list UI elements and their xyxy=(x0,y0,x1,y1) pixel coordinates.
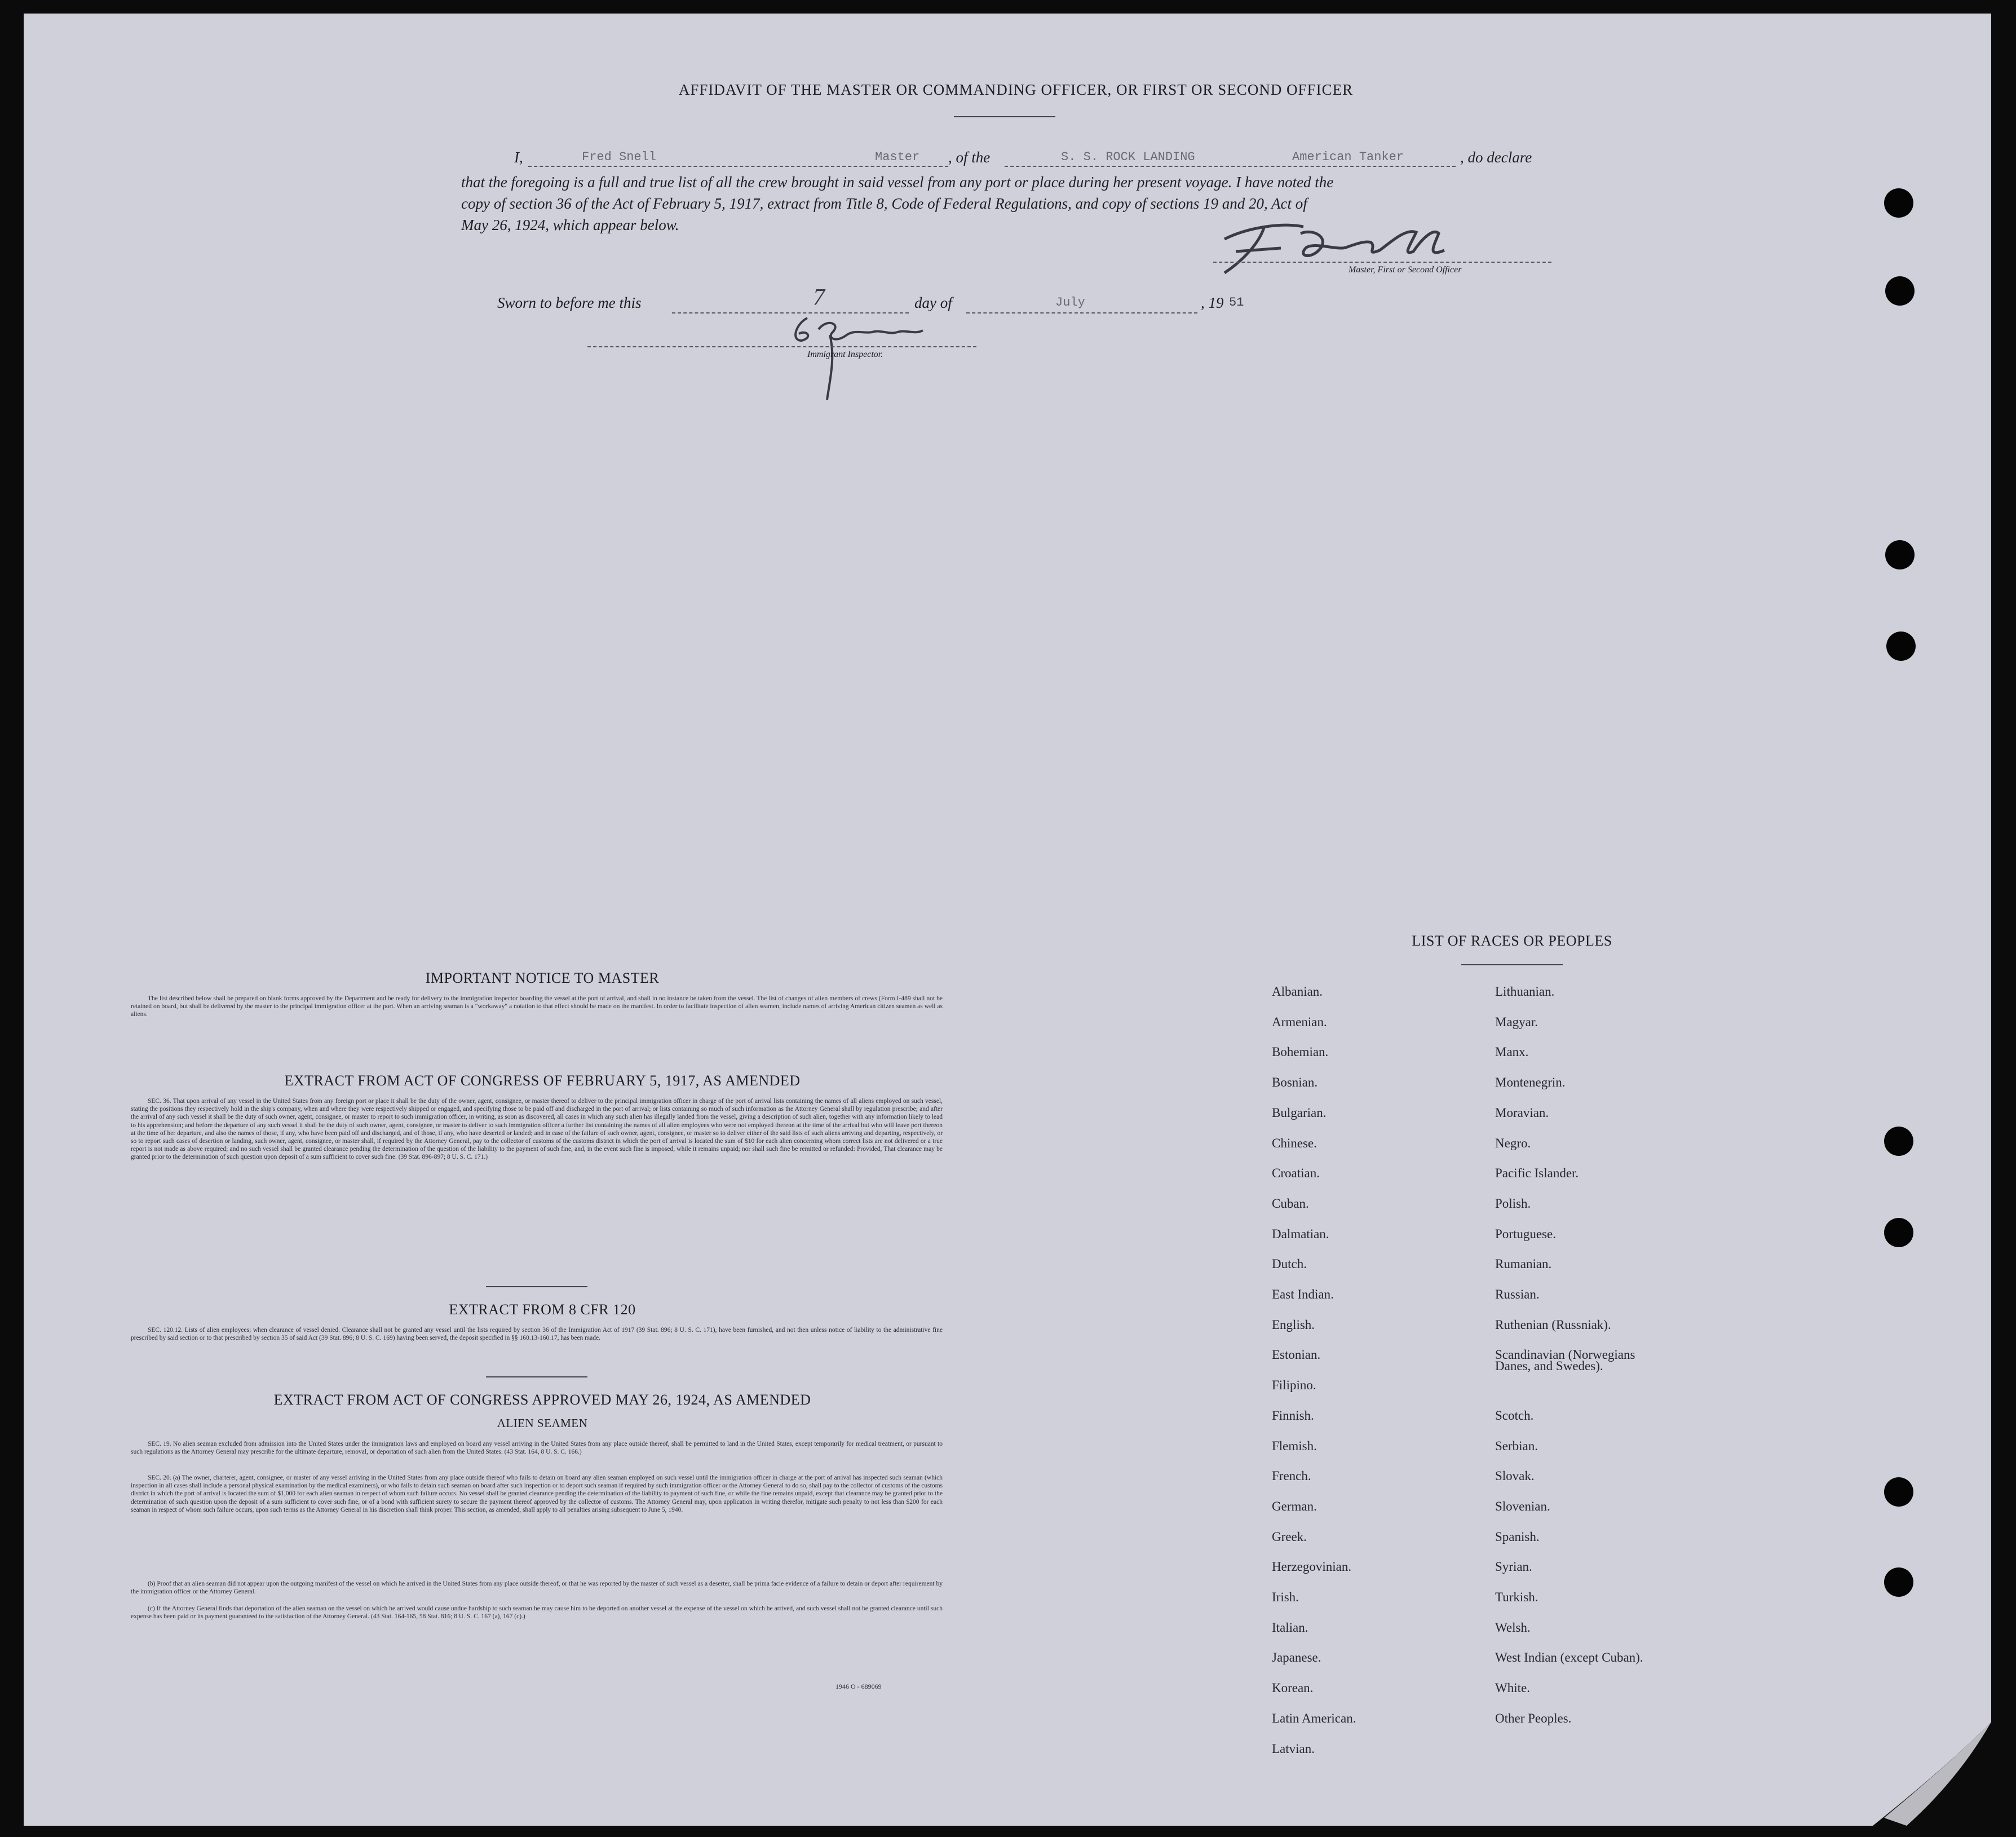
curled-corner xyxy=(1873,1722,1991,1826)
race-item: Serbian. xyxy=(1495,1438,1538,1453)
document-page xyxy=(24,14,1991,1826)
year-value: 51 xyxy=(1229,295,1244,310)
binder-hole xyxy=(1884,1477,1913,1507)
race-item: East Indian. xyxy=(1272,1287,1334,1301)
race-item: Greek. xyxy=(1272,1529,1307,1544)
name-field-line xyxy=(528,166,726,167)
extract-1917-text: SEC. 36. That upon arrival of any vessel in the United States from any foreign port or place it shall be the duty of the owner, agent, consignee, or master thereof to deliver to the principal immigration officer in charge of the port of arrival lists containing the names of all aliens employed on such vessel, stating the positions they respectively hold in the ship's company, when and where they were respectively shipped or engaged, and specifying those to be paid off and discharged in the port of arrival; or lists containing so much of such information as the Attorney General shall by regulation prescribe; and after the arrival of any such vessel it shall be the duty of such owner, agent, consignee, or master to report to such immigration officer, in writing, as soon as discovered, all cases in which any such alien has illegally landed from the vessel, giving a description of such alien, together with any information likely to lead to his apprehension; and before the departure of any such vessel it shall be the duty of such owner, agent, consignee, or master to deliver to such immigration officer a further list containing the names of all alien employees who were not employed thereon at the time of the arrival but who will leave port thereon at the time of her departure, and also the names of those, if any, who have been paid off and discharged, and of those, if any, who have deserted or landed; and in case of the failure of such owner, agent, consignee, or master so to deliver either of the said lists of such aliens arriving and departing, respectively, or so to report such cases of desertion or landing, such owner, agent, consignee, or master shall, if required by the Attorney General, pay to the collector of customs of the customs district in which the port of arrival is located the sum of $10 for each alien concerning whom correct lists are not delivered or a true report is not made as above required; and no such vessel shall be granted clearance pending the determination of the question of the liability to the payment of such fine, and, in the event such fine is imposed, while it remains unpaid; nor shall such fine be remitted or refunded: Provided, That clearance may be granted prior to the determination of such question upon deposit of a sum sufficient to cover such fine. (39 Stat. 896-897; 8 U. S. C. 171.) xyxy=(131,1098,943,1161)
vessel-type: American Tanker xyxy=(1292,150,1404,164)
race-item: Filipino. xyxy=(1272,1378,1316,1393)
race-item: Negro. xyxy=(1495,1136,1531,1150)
race-item: Montenegrin. xyxy=(1495,1075,1566,1090)
of-the-label: , of the xyxy=(948,149,991,166)
rank-field-line xyxy=(728,166,948,167)
race-item: Japanese. xyxy=(1272,1650,1321,1665)
do-declare-label: , do declare xyxy=(1460,149,1532,166)
race-item: Welsh. xyxy=(1495,1620,1531,1635)
declaration-line-4: May 26, 1924, which appear below. xyxy=(461,217,679,233)
race-item: Spanish. xyxy=(1495,1529,1540,1544)
race-item: Dalmatian. xyxy=(1272,1226,1329,1241)
extract-1924-sec20a: SEC. 20. (a) The owner, charterer, agent, consignee, or master of any vessel arriving in the United States from any place outside thereof who fails to detain on board any alien seaman employed on such vessel until the immigration officer in charge at the port of arrival has inspected such seaman (which inspection in all cases shall include a personal physical examination by the medical examiners), or who fails to detain such seaman on board after such inspection or to deport such seaman if required by such immigration officer or the Attorney General to do so, shall pay to the collector of customs of the customs district in which the port of arrival is located the sum of $1,000 for each alien seaman in respect of whom such failure occurs. No vessel shall be granted clearance pending the determination of the liability to payment of such fine, or while the fine remains unpaid, except that clearance may be granted prior to the determination of such question upon the deposit of a sum sufficient to cover such fine, or of a bond with sufficient surety to secure the payment thereof approved by the collector of customs. The Attorney General may, upon application in writing therefor, mitigate such penalty to not less than $200 for each seaman in respect of whom such failure occurs, upon such terms as the Attorney General in his discretion shall think proper. This section, as amended, shall apply to all penalties arising subsequent to June 5, 1940. xyxy=(131,1474,943,1513)
print-code: 1946 O - 689069 xyxy=(835,1683,882,1690)
race-item: Polish. xyxy=(1495,1196,1531,1211)
race-item: Turkish. xyxy=(1495,1590,1538,1604)
race-item: Ruthenian (Russniak). xyxy=(1495,1317,1611,1332)
race-item: Scandinavian (Norwegians xyxy=(1495,1348,1635,1362)
race-item: Armenian. xyxy=(1272,1014,1327,1029)
race-item: Other Peoples. xyxy=(1495,1711,1572,1725)
race-item: Pacific Islander. xyxy=(1495,1166,1579,1181)
race-item: Chinese. xyxy=(1272,1136,1317,1150)
race-item: Latin American. xyxy=(1272,1711,1356,1725)
binder-hole xyxy=(1884,188,1913,218)
affidavit-title: AFFIDAVIT OF THE MASTER OR COMMANDING OFFICER, OR FIRST OR SECOND OFFICER xyxy=(678,81,1354,98)
extract-1924-sec20c: (c) If the Attorney General finds that deportation of the alien seaman on the vessel on which he arrived would cause undue hardship to such seaman he may cause him to be deported on another vessel at the expense of the vessel on which he arrived, and such vessel shall not be granted clearance until such expense has been paid or its payment guaranteed to the satisfaction of the Attorney General. (43 Stat. 164-165, 58 Stat. 816; 8 U. S. C. 167 (a), 167 (c).) xyxy=(131,1605,943,1620)
race-item: Manx. xyxy=(1495,1045,1529,1059)
race-item: Croatian. xyxy=(1272,1166,1320,1181)
extract-cfr-text: SEC. 120.12. Lists of alien employees; when clearance of vessel denied. Clearance shall not be granted any vessel until the lists required by section 36 of the Immigration Act of 1917 (39 Stat. 896; 8 U. S. C. 171), have been furnished, and not then unless notice of liability to the administrative fine prescribed by said section or to that prescribed by section 35 of said Act (39 Stat. 896; 8 U. S. C. 169) having been served, the deposit specified in §§ 160.13-160.17, has been made. xyxy=(131,1327,943,1342)
i-label: I, xyxy=(514,149,523,166)
day-of-label: day of xyxy=(914,294,952,311)
race-item: Slovenian. xyxy=(1495,1499,1550,1513)
declaration-line-2: that the foregoing is a full and true list of all the crew brought in said vessel from any port or place during her present voyage. I have noted the xyxy=(461,174,1334,191)
section-rule xyxy=(486,1286,587,1287)
race-item: Slovak. xyxy=(1495,1469,1535,1483)
race-item: White. xyxy=(1495,1681,1530,1695)
race-item: French. xyxy=(1272,1469,1311,1483)
alien-seamen-subheading: ALIEN SEAMEN xyxy=(497,1416,588,1430)
master-name: Fred Snell xyxy=(582,150,657,164)
race-item: Bosnian. xyxy=(1272,1075,1318,1090)
extract-1917-heading: EXTRACT FROM ACT OF CONGRESS OF FEBRUARY 5, 1917, AS AMENDED xyxy=(284,1072,801,1089)
binder-hole xyxy=(1885,540,1915,569)
day-value: 7 xyxy=(813,285,825,311)
section-rule xyxy=(486,1376,587,1377)
race-item: German. xyxy=(1272,1499,1317,1513)
binder-hole xyxy=(1885,276,1915,306)
extract-1924-sec19: SEC. 19. No alien seaman excluded from admission into the United States under the immigration laws and employed on board any vessel arriving in the United States from any place outside thereof, shall be permitted to land in the United States, except temporarily for medical treatment, or pursuant to such regulations as the Attorney General may prescribe for the ultimate departure, removal, or deportation of such alien from the United States. (43 Stat. 164, 8 U. S. C. 166.) xyxy=(131,1441,943,1456)
month-field-line xyxy=(966,312,1197,313)
inspector-caption: Immigrant Inspector. xyxy=(807,350,883,359)
race-item: Herzegovinian. xyxy=(1272,1560,1352,1574)
notice-heading: IMPORTANT NOTICE TO MASTER xyxy=(425,970,660,986)
binder-hole xyxy=(1884,1127,1913,1156)
vessel-name: S. S. ROCK LANDING xyxy=(1061,150,1195,164)
races-heading: LIST OF RACES OR PEOPLES xyxy=(1412,933,1612,949)
declaration-line-3: copy of section 36 of the Act of February 5, 1917, extract from Title 8, Code of Federal Regulations, and copy of sections 19 and 20, Act of xyxy=(461,195,1307,212)
sworn-label: Sworn to before me this xyxy=(497,294,642,311)
race-item: Irish. xyxy=(1272,1590,1299,1604)
race-item: Italian. xyxy=(1272,1620,1308,1635)
inspector-signature-line xyxy=(587,346,976,347)
race-item: Bohemian. xyxy=(1272,1045,1329,1059)
race-item: Syrian. xyxy=(1495,1560,1532,1574)
race-item: English. xyxy=(1272,1317,1315,1332)
master-signature-line xyxy=(1213,262,1551,263)
race-item: Latvian. xyxy=(1272,1741,1315,1756)
extract-cfr-heading: EXTRACT FROM 8 CFR 120 xyxy=(449,1301,636,1318)
race-item: Bulgarian. xyxy=(1272,1105,1327,1120)
race-item: Flemish. xyxy=(1272,1438,1317,1453)
race-item: Finnish. xyxy=(1272,1408,1314,1423)
race-item: West Indian (except Cuban). xyxy=(1495,1650,1643,1665)
notice-text: The list described below shall be prepared on blank forms approved by the Department and be ready for delivery to the immigration inspector boarding the vessel at the port of arrival, and shall in no instance be taken from the vessel. The list of changes of alien members of crews (Form I-489 shall not be retained on board, but shall be delivered by the master to the principal immigration officer at the port. When an arriving seaman is a "workaway" a notation to that effect should be made on the manifest. In order to facilitate inspection of alien seamen, include names of arriving American citizen seamen as well as aliens. xyxy=(131,995,943,1018)
race-item: Portuguese. xyxy=(1495,1226,1556,1241)
extract-1924-heading: EXTRACT FROM ACT OF CONGRESS APPROVED MAY 26, 1924, AS AMENDED xyxy=(273,1392,811,1408)
year-prefix: , 19 xyxy=(1201,294,1224,311)
binder-hole xyxy=(1884,1567,1913,1597)
binder-hole xyxy=(1884,1218,1913,1247)
extract-1924-sec20b: (b) Proof that an alien seaman did not appear upon the outgoing manifest of the vessel on which he arrived in the United States from any place outside thereof, or that he was reported by the master of such vessel as a deserter, shall be prima facie evidence of a failure to detain or deport after requirement by the immigration officer or the Attorney General. xyxy=(131,1580,943,1596)
race-item: Magyar. xyxy=(1495,1014,1538,1029)
title-rule xyxy=(954,116,1055,117)
race-item: Russian. xyxy=(1495,1287,1540,1301)
master-rank: Master xyxy=(875,150,920,164)
race-item: Korean. xyxy=(1272,1681,1314,1695)
binder-hole xyxy=(1886,632,1916,661)
races-heading-rule xyxy=(1461,964,1563,965)
master-caption: Master, First or Second Officer xyxy=(1349,265,1462,275)
race-continuation: Danes, and Swedes). xyxy=(1495,1359,1603,1373)
race-item: Moravian. xyxy=(1495,1105,1549,1120)
race-item: Rumanian. xyxy=(1495,1257,1552,1271)
race-item: Lithuanian. xyxy=(1495,984,1555,999)
vessel-field-line xyxy=(1005,166,1456,167)
race-item: Dutch. xyxy=(1272,1257,1307,1271)
race-item: Estonian. xyxy=(1272,1348,1321,1362)
race-item: Albanian. xyxy=(1272,984,1323,999)
race-item: Cuban. xyxy=(1272,1196,1309,1211)
month-value: July xyxy=(1055,295,1085,310)
race-item: Scotch. xyxy=(1495,1408,1534,1423)
